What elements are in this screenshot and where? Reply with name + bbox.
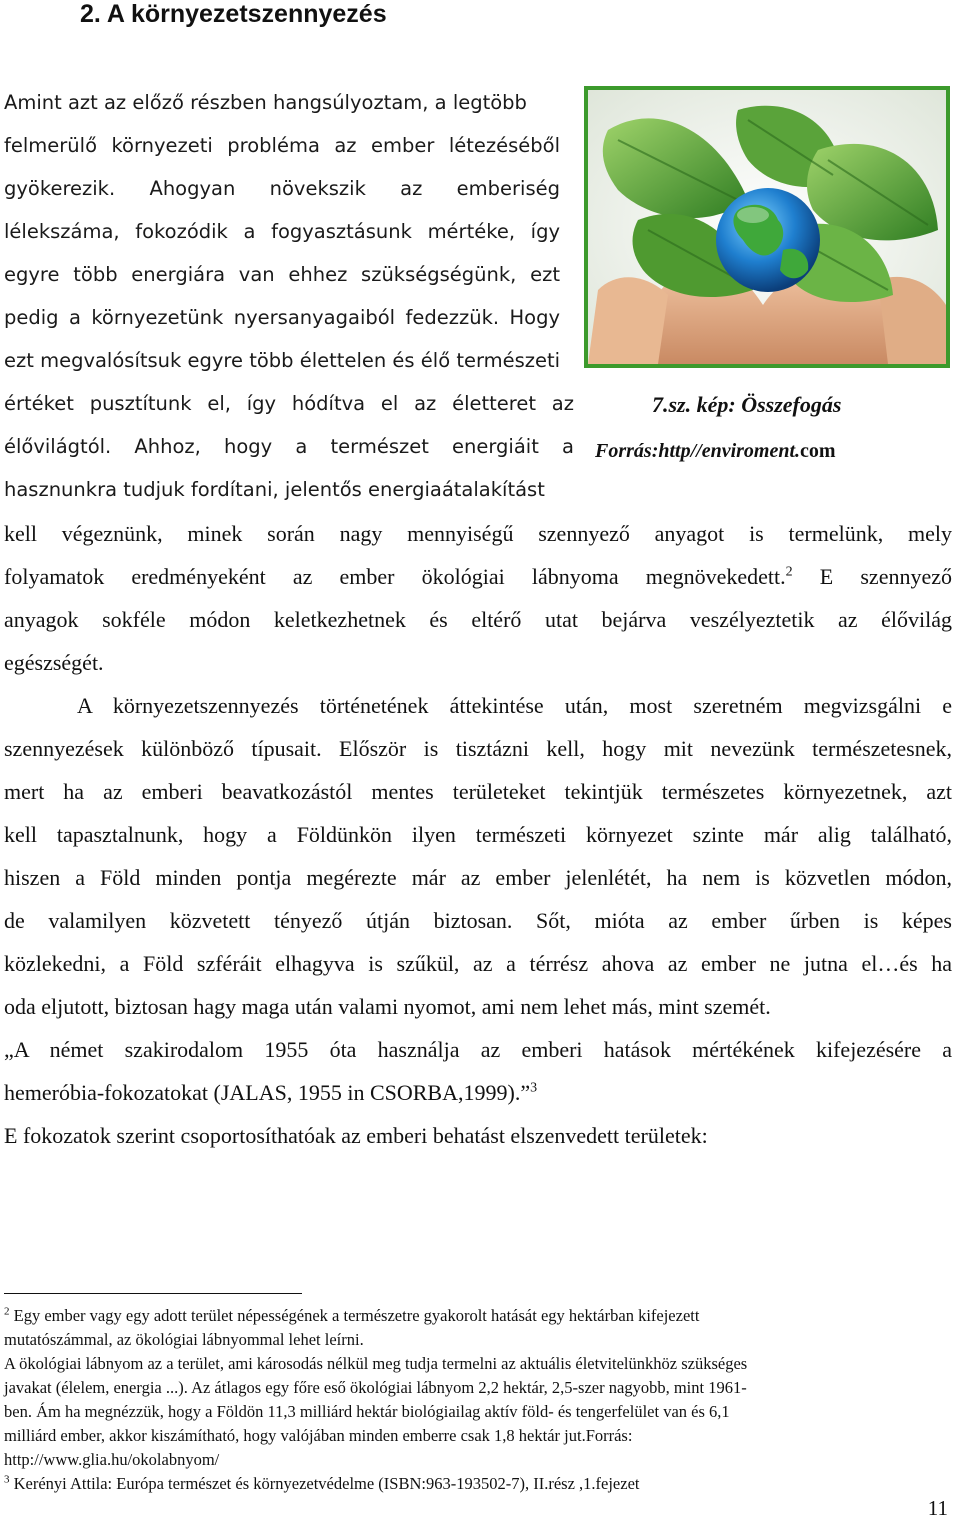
paragraph-line: anyagok sokféle módon keletkezhetnek és eltérő utat bejárva veszélyeztetik az élővilág <box>4 607 952 632</box>
paragraph-line: A környezetszennyezés történetének áttekintése után, most szeretném megvizsgálni e <box>77 693 952 718</box>
footnote-ref[interactable]: 2 <box>785 564 793 580</box>
footnote-link[interactable]: http://www.glia.hu/okolabnyom/ <box>4 1450 220 1469</box>
quote-line: „A német szakirodalom 1955 óta használja az emberi hatások mértékének kifejezésére a <box>4 1037 952 1062</box>
paragraph-line: mert ha az emberi beavatkozástól mentes területeket tekintjük természetes környezetnek, azt <box>4 779 952 804</box>
footnote-line: javakat (élelem, energia ...). Az átlagos egy főre eső ökológiai lábnyom 2,2 hektár, 2,5-szer nagyobb, mint 1961- <box>4 1378 747 1397</box>
paragraph-line: E fokozatok szerint csoportosíthatóak az emberi behatást elszenvedett területek: <box>4 1123 708 1148</box>
page-number: 11 <box>927 1496 948 1520</box>
paragraph-line: de valamilyen közvetett tényező útján biztosan. Sőt, mióta az ember űrben is képes <box>4 908 952 933</box>
paragraph-line: kell végeznünk, minek során nagy mennyiségű szennyező anyagot is termelünk, mely <box>4 521 952 546</box>
paragraph-line: pedig a környezetünk nyersanyagaiból fedezzük. Hogy <box>4 306 560 329</box>
paragraph-line: folyamatok eredményeként az ember ökológiai lábnyoma megnövekedett.$^2$ E szennyező <box>4 564 952 589</box>
footnote-divider <box>4 1293 302 1294</box>
section-heading: 2. A környezetszennyezés <box>80 0 387 28</box>
figure-caption: 7.sz. kép: Összefogás <box>652 392 842 417</box>
paragraph-line: oda eljutott, biztosan hagy maga után valami nyomot, ami nem lehet más, mint szemét. <box>4 994 771 1019</box>
figure-source: Forrás:http//enviroment.com <box>595 440 836 462</box>
footnote-line: A ökológiai lábnyom az a terület, ami károsodás nélkül meg tudja termelni az aktuális életvitelünkhöz szükséges <box>4 1354 748 1373</box>
paragraph-line: lélekszáma, fokozódik a fogyasztásunk mértéke, így <box>4 220 560 243</box>
paragraph-line: élővilágtól. Ahhoz, hogy a természet energiáit a <box>4 435 574 458</box>
paragraph-line: ezt megvalósítsuk egyre több élettelen és élő természeti <box>4 349 561 372</box>
paragraph-line: hiszen a Föld minden pontja megérezte már az ember jelenlétét, ha nem is közvetlen módon, <box>4 865 952 890</box>
footnote-line: ben. Ám ha megnézzük, hogy a Földön 11,3 milliárd hektár biológiailag aktív föld- és tengerfelület van és 6,1 <box>4 1402 730 1421</box>
paragraph-line: értéket pusztítunk el, így hódítva el az életteret az <box>4 392 574 415</box>
paragraph-line: szennyezések különböző típusait. Először is tisztázni kell, hogy mit nevezünk természetesnek, <box>4 736 952 761</box>
paragraph-line: Amint azt az előző részben hangsúlyoztam, a legtöbb <box>4 91 527 114</box>
footnote-line: milliárd ember, akkor kiszámítható, hogy valójában minden emberre csak 1,8 hektár jut.Forrás: <box>4 1426 633 1445</box>
paragraph-line: kell tapasztalnunk, hogy a Földünkön ilyen természeti környezet szinte már alig található, <box>4 822 952 847</box>
footnote-2: $^2$ Egy ember vagy egy adott terület népességének a természetre gyakorolt hatását egy hektárban kifejezett <box>4 1305 700 1325</box>
earth-in-hands-photo <box>584 86 950 368</box>
paragraph-line: közlekedni, a Föld szféráit elhagyva is szűkül, az a térrész ahova az ember ne jutna el…és ha <box>4 951 952 976</box>
earth-in-hands-illustration <box>588 90 946 364</box>
footnote-3: $^3$ Kerényi Attila: Európa természet és környezetvédelme (ISBN:963-193502-7), II.rész ,1.fejezet <box>4 1473 640 1493</box>
paragraph-line: hasznunkra tudjuk fordítani, jelentős energiaátalakítást <box>4 478 545 501</box>
paragraph-line: egészségét. <box>4 650 104 675</box>
footnote-ref[interactable]: 3 <box>530 1080 538 1096</box>
paragraph-line: gyökerezik. Ahogyan növekszik az emberiség <box>4 177 560 200</box>
quote-line: hemeróbia-fokozatokat (JALAS, 1955 in CSORBA,1999).”$^3$ <box>4 1080 538 1105</box>
paragraph-line: egyre több energiára van ehhez szükségségünk, ezt <box>4 263 560 286</box>
paragraph-line: felmerülő környezeti probléma az ember létezéséből <box>4 134 560 157</box>
footnote-line: mutatószámmal, az ökológiai lábnyommal lehet leírni. <box>4 1330 364 1349</box>
